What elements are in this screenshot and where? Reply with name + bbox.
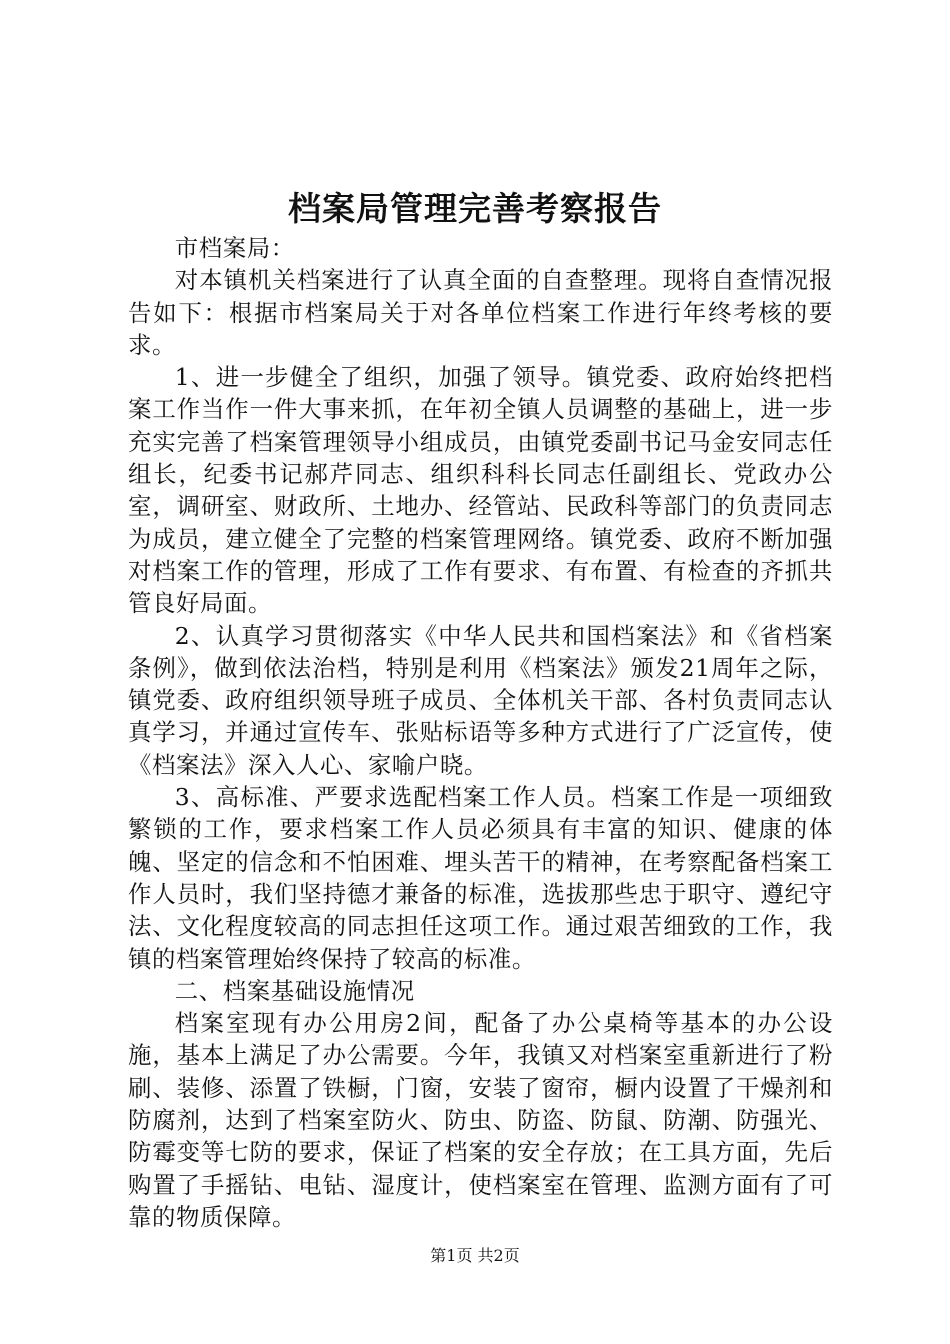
infrastructure-heading: 二、档案基础设施情况	[174, 976, 415, 1005]
section-1-paragraph: 1、进一步健全了组织，加强了领导。镇党委、政府始终把档案工作当作一件大事来抓，在年初全镇人员调整的基础上，进一步充实完善了档案管理领导小组成员，由镇党委副书记马金安同志任组长，纪委书记郝芹同志、组织科科长同志任副组长、党政办公室，调研室、财政所、土地办、经管站、民政科等部门的负责同志为成员，建立健全了完整的档案管理网络。镇党委、政府不断加强对档案工作的管理，形成了工作有要求、有布置、有检查的齐抓共管良好局面。	[128, 363, 833, 618]
salutation: 市档案局：	[174, 234, 295, 262]
section-2-paragraph: 2、认真学习贯彻落实《中华人民共和国档案法》和《省档案条例》，做到依法治档，特别是利用《档案法》颁发21周年之际，镇党委、政府组织领导班子成员、全体机关干部、各村负责同志认真学习，并通过宣传车、张贴标语等多种方式进行了广泛宣传，使《档案法》深入人心、家喻户晓。	[128, 621, 833, 779]
section-3-paragraph: 3、高标准、严要求选配档案工作人员。档案工作是一项细致繁锁的工作，要求档案工作人员必须具有丰富的知识、健康的体魄、坚定的信念和不怕困难、埋头苦干的精神，在考察配备档案工作人员时，我们坚持德才兼备的标准，选拔那些忠于职守、遵纪守法、文化程度较高的同志担任这项工作。通过艰苦细致的工作，我镇的档案管理始终保持了较高的标准。	[128, 783, 833, 973]
document-title: 档案局管理完善考察报告	[288, 189, 662, 228]
intro-paragraph: 对本镇机关档案进行了认真全面的自查整理。现将自查情况报告如下：根据市档案局关于对各单位档案工作进行年终考核的要求。	[128, 266, 833, 359]
page-number-footer: 第1页 共2页	[430, 1246, 520, 1265]
infrastructure-paragraph: 档案室现有办公用房2间，配备了办公桌椅等基本的办公设施，基本上满足了办公需要。今年，我镇又对档案室重新进行了粉刷、装修、添置了铁橱，门窗，安装了窗帘，橱内设置了干燥剂和防腐剂，达到了档案室防火、防虫、防盗、防鼠、防潮、防强光、防霉变等七防的要求，保证了档案的安全存放；在工具方面，先后购置了手摇钻、电钻、湿度计，使档案室在管理、监测方面有了可靠的物质保障。	[128, 1009, 833, 1231]
document-body	[128, 232, 833, 1233]
